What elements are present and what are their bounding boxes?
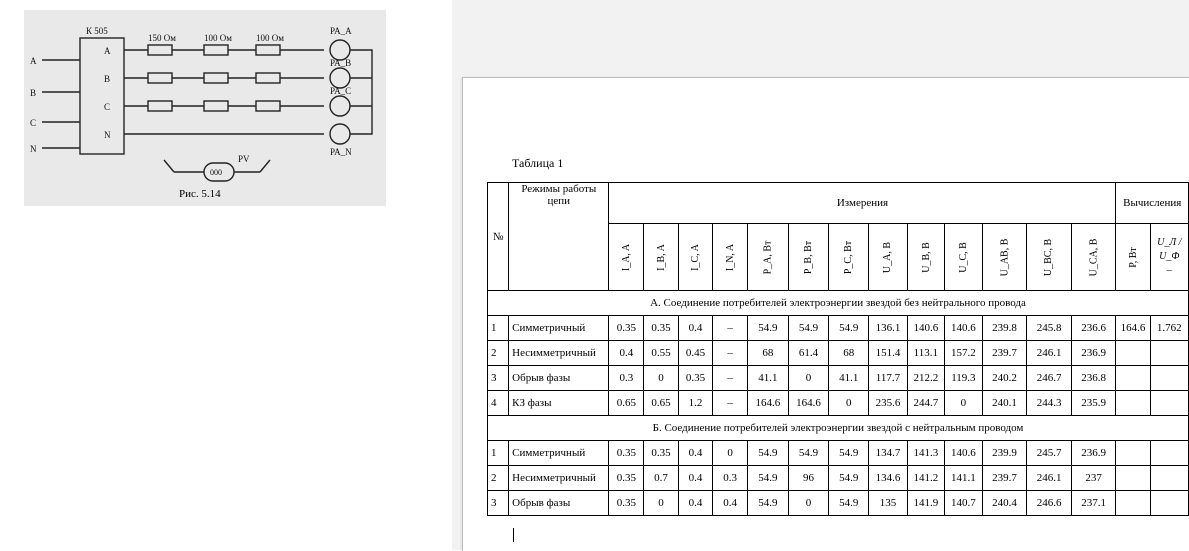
- row-value: 68: [829, 341, 869, 366]
- ammeter-label-b: PA_B: [330, 58, 352, 68]
- row-value: 239.7: [982, 466, 1027, 491]
- text-cursor: [513, 528, 514, 542]
- row-mode: КЗ фазы: [509, 391, 609, 416]
- row-value: 164.6: [748, 391, 789, 416]
- row-value: 240.4: [982, 491, 1027, 516]
- row-value: 141.2: [907, 466, 945, 491]
- header-col: [788, 224, 828, 291]
- row-value: 0: [788, 366, 828, 391]
- header-col-label: U_CA, B: [1088, 238, 1100, 277]
- phase-label-c: C: [30, 118, 37, 128]
- row-value: 0.4: [609, 341, 644, 366]
- row-value: 240.2: [982, 366, 1027, 391]
- ammeter-label-c: PA_C: [330, 86, 352, 96]
- row-value: –: [713, 341, 748, 366]
- row-value: 0.3: [713, 466, 748, 491]
- header-col-label: I_N, A: [724, 243, 736, 272]
- voltmeter-display: 000: [210, 168, 222, 177]
- row-value: 246.7: [1027, 366, 1071, 391]
- row-value: 245.8: [1027, 316, 1071, 341]
- row-value: 0: [644, 491, 679, 516]
- row-value: 1.2: [678, 391, 713, 416]
- row-value: 54.9: [829, 316, 869, 341]
- header-col-label: P_C, Вт: [843, 240, 855, 275]
- table-caption: Таблица 1: [512, 156, 564, 170]
- row-value: 54.9: [748, 491, 789, 516]
- row-value: 41.1: [829, 366, 869, 391]
- header-col-label: P, Вт: [1127, 247, 1139, 268]
- row-value: [1116, 341, 1150, 366]
- section-title: А. Соединение потребителей электроэнергии звездой без нейтрального провода: [488, 291, 1189, 316]
- row-mode: Несимметричный: [509, 341, 609, 366]
- section-row: [488, 416, 1189, 441]
- row-value: 244.3: [1027, 391, 1071, 416]
- voltmeter-label: PV: [238, 154, 250, 164]
- row-value: 151.4: [869, 341, 907, 366]
- header-row-1: [488, 183, 1189, 224]
- row-value: 237: [1071, 466, 1116, 491]
- row-value: 236.9: [1071, 341, 1116, 366]
- row-value: 135: [869, 491, 907, 516]
- row-num: 2: [488, 341, 509, 366]
- row-mode: Симметричный: [509, 441, 609, 466]
- header-col-label: I_A, A: [620, 243, 632, 272]
- row-value: [1116, 441, 1150, 466]
- row-value: 136.1: [869, 316, 907, 341]
- row-value: [1150, 466, 1188, 491]
- row-value: 0.3: [609, 366, 644, 391]
- header-col: [644, 224, 679, 291]
- switch-label-c: C: [104, 102, 111, 112]
- row-value: [1150, 491, 1188, 516]
- row-value: 0.35: [644, 316, 679, 341]
- header-col-label: U_AB, B: [999, 238, 1011, 277]
- row-value: 54.9: [748, 466, 789, 491]
- switch-label-a: A: [104, 46, 111, 56]
- table-row: [488, 341, 1189, 366]
- row-value: 141.3: [907, 441, 945, 466]
- row-value: –: [713, 316, 748, 341]
- row-value: 236.6: [1071, 316, 1116, 341]
- row-num: 2: [488, 466, 509, 491]
- row-value: 164.6: [788, 391, 828, 416]
- row-value: 134.6: [869, 466, 907, 491]
- row-value: 140.6: [907, 316, 945, 341]
- row-value: 0.35: [609, 316, 644, 341]
- header-calc: Вычисления: [1116, 183, 1189, 224]
- row-value: 68: [748, 341, 789, 366]
- row-value: 237.1: [1071, 491, 1116, 516]
- row-value: [1150, 341, 1188, 366]
- header-col: [982, 224, 1027, 291]
- row-mode: Несимметричный: [509, 466, 609, 491]
- row-value: 0.7: [644, 466, 679, 491]
- circuit-figure: [24, 10, 386, 206]
- row-value: 246.1: [1027, 341, 1071, 366]
- circuit-diagram: [24, 10, 386, 206]
- row-value: 212.2: [907, 366, 945, 391]
- header-measure: Измерения: [609, 183, 1116, 224]
- page-gutter: [452, 0, 462, 550]
- header-col-label: U_BC, B: [1043, 238, 1055, 277]
- row-value: 0.35: [609, 491, 644, 516]
- row-num: 3: [488, 366, 509, 391]
- row-value: 140.7: [945, 491, 983, 516]
- header-col-label: P_A, Вт: [762, 240, 774, 275]
- row-value: 0.45: [678, 341, 713, 366]
- table-row: [488, 441, 1189, 466]
- row-value: [1150, 441, 1188, 466]
- row-mode: Обрыв фазы: [509, 366, 609, 391]
- header-col: [1027, 224, 1071, 291]
- row-value: 141.1: [945, 466, 983, 491]
- row-value: 140.6: [945, 441, 983, 466]
- section-row: [488, 291, 1189, 316]
- figure-caption: Рис. 5.14: [179, 188, 221, 200]
- header-col-label: I_C, A: [690, 244, 702, 271]
- header-col: [1071, 224, 1116, 291]
- header-mode: Режимы работы цепи: [509, 183, 609, 291]
- row-value: 141.9: [907, 491, 945, 516]
- row-value: 54.9: [788, 441, 828, 466]
- header-col-label: I_B, A: [655, 244, 667, 271]
- row-value: 0: [713, 441, 748, 466]
- resistor-label-2: 100 Ом: [204, 33, 232, 43]
- page-background: [462, 0, 1189, 77]
- row-value: 0: [788, 491, 828, 516]
- header-col-label: U_C, B: [957, 242, 969, 273]
- row-value: 119.3: [945, 366, 983, 391]
- row-value: 164.6: [1116, 316, 1150, 341]
- header-col-ratio: [1150, 224, 1188, 291]
- row-value: 113.1: [907, 341, 945, 366]
- row-value: 96: [788, 466, 828, 491]
- row-value: 157.2: [945, 341, 983, 366]
- row-value: 54.9: [829, 491, 869, 516]
- header-col-label: U_B, B: [920, 242, 932, 273]
- row-value: [1150, 366, 1188, 391]
- measurement-table: [487, 182, 1189, 516]
- table-row: [488, 316, 1189, 341]
- resistor-label-1: 150 Ом: [148, 33, 176, 43]
- row-num: 3: [488, 491, 509, 516]
- row-value: 0.35: [644, 441, 679, 466]
- row-value: [1150, 391, 1188, 416]
- row-value: 54.9: [748, 441, 789, 466]
- row-value: 0.35: [609, 466, 644, 491]
- row-value: 61.4: [788, 341, 828, 366]
- row-value: 0: [945, 391, 983, 416]
- row-num: 1: [488, 441, 509, 466]
- row-value: [1116, 366, 1150, 391]
- switch-label-n: N: [104, 130, 111, 140]
- header-col: [609, 224, 644, 291]
- header-col-label: U_Л / U_Ф: [1157, 237, 1182, 262]
- row-value: 244.7: [907, 391, 945, 416]
- row-value: 0.65: [644, 391, 679, 416]
- row-value: 235.9: [1071, 391, 1116, 416]
- row-value: 54.9: [829, 441, 869, 466]
- row-value: –: [713, 366, 748, 391]
- row-value: [1116, 466, 1150, 491]
- table-row: [488, 366, 1189, 391]
- header-col: [678, 224, 713, 291]
- row-value: 236.8: [1071, 366, 1116, 391]
- row-value: [1116, 491, 1150, 516]
- row-value: 0: [644, 366, 679, 391]
- row-value: 41.1: [748, 366, 789, 391]
- row-value: 0.4: [678, 466, 713, 491]
- row-value: 0.4: [678, 491, 713, 516]
- row-value: 240.1: [982, 391, 1027, 416]
- phase-label-b: B: [30, 88, 37, 98]
- header-col-label: U_A, B: [882, 241, 894, 274]
- header-col: [713, 224, 748, 291]
- row-value: 239.7: [982, 341, 1027, 366]
- row-value: [1116, 391, 1150, 416]
- phase-label-n: N: [30, 144, 37, 154]
- row-value: 0.35: [678, 366, 713, 391]
- row-value: 0.35: [609, 441, 644, 466]
- row-value: 54.9: [748, 316, 789, 341]
- row-value: 239.8: [982, 316, 1027, 341]
- row-value: 239.9: [982, 441, 1027, 466]
- row-value: 246.6: [1027, 491, 1071, 516]
- row-value: 245.7: [1027, 441, 1071, 466]
- header-num: №: [488, 183, 509, 291]
- header-col-unit: –: [1166, 265, 1172, 276]
- row-value: –: [713, 391, 748, 416]
- row-value: 54.9: [829, 466, 869, 491]
- header-col: [748, 224, 789, 291]
- row-value: 0.55: [644, 341, 679, 366]
- table-row: [488, 391, 1189, 416]
- header-col: [869, 224, 907, 291]
- row-mode: Симметричный: [509, 316, 609, 341]
- row-value: 0.4: [713, 491, 748, 516]
- header-col: [945, 224, 983, 291]
- row-value: 1.762: [1150, 316, 1188, 341]
- row-value: 0: [829, 391, 869, 416]
- row-value: 54.9: [788, 316, 828, 341]
- row-value: 134.7: [869, 441, 907, 466]
- table-row: [488, 466, 1189, 491]
- ammeter-label-n: PA_N: [330, 147, 352, 157]
- row-value: 117.7: [869, 366, 907, 391]
- header-col: [829, 224, 869, 291]
- phase-label-a: A: [30, 56, 37, 66]
- table-row: [488, 491, 1189, 516]
- section-title: Б. Соединение потребителей электроэнергии звездой с нейтральным проводом: [488, 416, 1189, 441]
- row-num: 1: [488, 316, 509, 341]
- row-value: 0.65: [609, 391, 644, 416]
- resistor-label-3: 100 Ом: [256, 33, 284, 43]
- row-value: 246.1: [1027, 466, 1071, 491]
- header-col: [907, 224, 945, 291]
- row-value: 0.4: [678, 316, 713, 341]
- row-value: 235.6: [869, 391, 907, 416]
- device-label: К 505: [86, 26, 108, 36]
- header-col-label: P_B, Вт: [802, 240, 814, 275]
- row-value: 236.9: [1071, 441, 1116, 466]
- row-value: 140.6: [945, 316, 983, 341]
- row-value: 0.4: [678, 441, 713, 466]
- row-mode: Обрыв фазы: [509, 491, 609, 516]
- row-num: 4: [488, 391, 509, 416]
- switch-label-b: B: [104, 74, 111, 84]
- ammeter-label-a: PA_A: [330, 26, 352, 36]
- header-col: [1116, 224, 1150, 291]
